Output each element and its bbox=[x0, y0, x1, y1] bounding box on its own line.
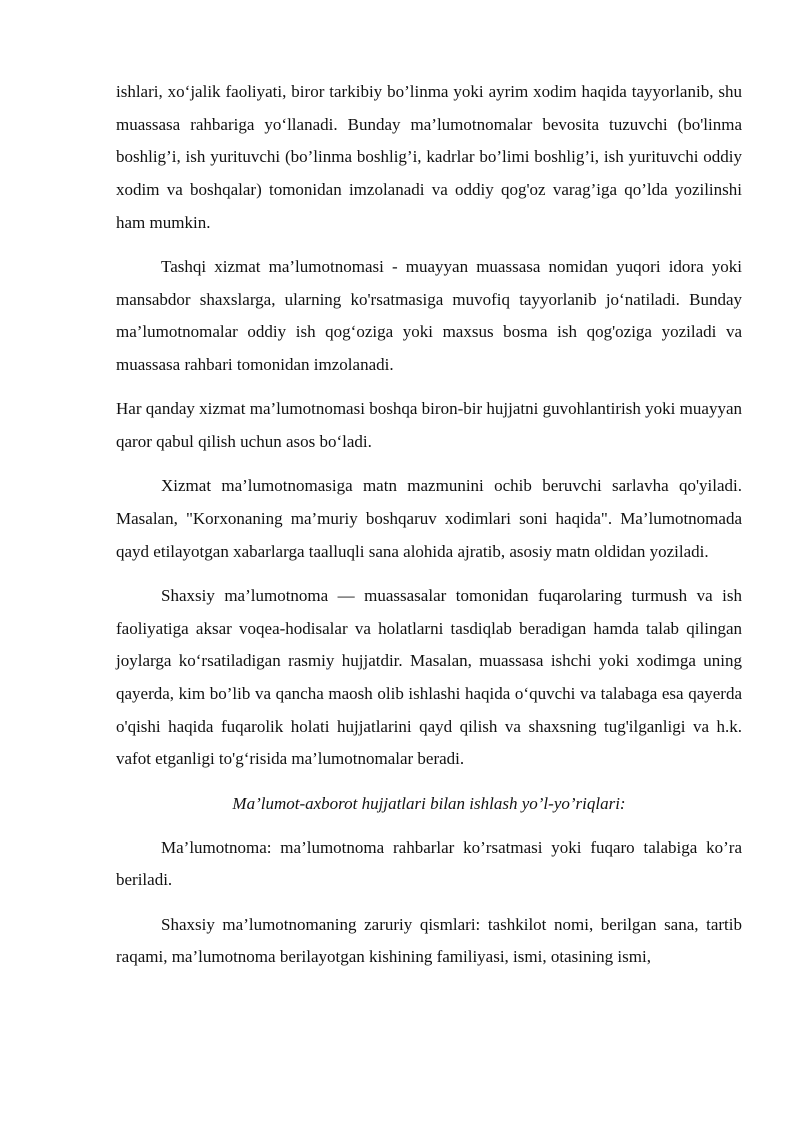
document-body bbox=[116, 76, 742, 986]
section-heading: Ma’lumot-axborot hujjatlari bilan ishlash yo’l-yo’riqlari: bbox=[232, 793, 626, 813]
paragraph-memo-purpose: Har qanday xizmat ma’lumotnomasi boshqa biron-bir hujjatni guvohlantirish yoki muayyan qaror qabul qilish uchun asos bo‘ladi. bbox=[116, 399, 742, 452]
paragraph-memo-title: Xizmat ma’lumotnomasiga matn mazmunini ochib beruvchi sarlavha qo'yiladi. Masalan, "Korxonaning ma’muriy boshqaruv xodimlari soni haqida". Ma’lumotnomada qayd etilayotgan xabarlarga taalluqli sana alohida ajratib, asosiy matn oldidan yoziladi. bbox=[116, 476, 742, 561]
paragraph-memo-definition: Ma’lumotnoma: ma’lumotnoma rahbarlar ko’rsatmasi yoki fuqaro talabiga ko’ra beriladi. bbox=[116, 837, 742, 890]
paragraph-continuation: ishlari, xo‘jalik faoliyati, biror tarkibiy bo’linma yoki ayrim xodim haqida tayyorlanib, shu muassasa rahbariga yo‘llanadi. Bunday ma’lumotnomalar bevosita tuzuvchi (bo'linma boshlig’i, ish yurituvchi (bo’linma boshlig’i, kadrlar bo’limi boshlig’i, ish yurituvchi oddiy xodim va boshqalar) tomonidan imzolanadi va oddiy qog'oz varag’iga qo’lda yozilinshi ham mumkin. bbox=[116, 82, 742, 232]
paragraph-external-memo: Tashqi xizmat ma’lumotnomasi - muayyan muassasa nomidan yuqori idora yoki mansabdor shaxslarga, ularning ko'rsatmasiga muvofiq tayyorlanib jo‘natiladi. Bunday ma’lumotnomalar oddiy ish qog‘oziga yoki maxsus bosma ish qog'oziga yoziladi va muassasa rahbari tomonidan imzolanadi. bbox=[116, 257, 742, 375]
paragraph-personal-memo: Shaxsiy ma’lumotnoma — muassasalar tomonidan fuqarolaring turmush va ish faoliyatiga aksar voqea-hodisalar va holatlarni tasdiqlab beradigan hamda talab qilingan joylarga ko‘rsatiladigan rasmiy hujjatdir. Masalan, muassasa ishchi yoki xodimga uning qayerda, kim bo’lib va qancha maosh olib ishlashi haqida o‘quvchi va talabaga esa qayerda o'qishi haqida fuqarolik holati hujjatlarini qayd qilish va shaxsning tug'ilganligi va h.k. vafot etganligi to'g‘risida ma’lumotnomalar beradi. bbox=[116, 585, 742, 769]
paragraph-required-parts: Shaxsiy ma’lumotnomaning zaruriy qismlari: tashkilot nomi, berilgan sana, tartib raqami, ma’lumotnoma berilayotgan kishining familiyasi, ismi, otasining ismi, bbox=[116, 914, 742, 967]
